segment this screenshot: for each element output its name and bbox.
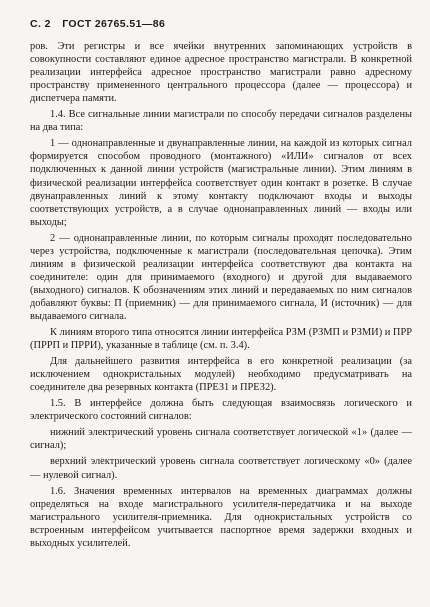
paragraph-reserve-contacts: Для дальнейшего развития интерфейса в его конкретной реализации (за исключением однокристальных модулей) необходимо предусматривать на соединителе два резервных контакта (ПРЕЗ1 и ПРЕЗ2). (30, 356, 412, 394)
paragraph-continuation: ров. Эти регистры и все ячейки внутренних запоминающих устройств в совокупности составляют единое адресное пространство магистрали. В конкретной реализации интерфейса адресное пространство магистрали равно адресному пространству примененного центрального процессора (далее — процессора) и диспетчера памяти. (30, 41, 412, 105)
paragraph-high-level: верхний электрический уровень сигнала соответствует логическому «0» (далее — нулевой сигнал). (30, 456, 412, 481)
paragraph-type-1: 1 — однонаправленные и двунаправленные линии, на каждой из которых сигнал формируется способом проводного (монтажного) «ИЛИ» сигналов от всех подключенных к данной линии устройств (магистральные линии). Этим линиям в физической реализации интерфейса соответствует один контакт в розетке. В случае двунаправленных линий к этому контакту подключают входы и выходы соответствующих устройств, а в случае однонаправленных линий — входы или выходы; (30, 138, 412, 228)
standard-number: ГОСТ 26765.51—86 (62, 18, 166, 30)
paragraph-1-4: 1.4. Все сигнальные линии магистрали по способу передачи сигналов разделены на два типа: (30, 109, 412, 134)
paragraph-1-6: 1.6. Значения временных интервалов на временных диаграммах должны определяться на входе магистрального усилителя-передатчика и на выходе магистрального усилителя-приемника. Для однокристальных устройств со встроенным интерфейсом учитывается паспортное время задержки входных и выходных усилителей. (30, 485, 412, 549)
paragraph-second-type-lines: К линиям второго типа относятся линии интерфейса РЗМ (РЗМП и РЗМИ) и ПРР (ПРРП и ПРРИ), указанные в таблице (см. п. 3.4). (30, 327, 412, 352)
paragraph-low-level: нижний электрический уровень сигнала соответствует логической «1» (далее — сигнал); (30, 427, 412, 452)
paragraph-type-2: 2 — однонаправленные линии, по которым сигналы проходят последовательно через устройства, подключенные к магистрали (последовательная цепочка). Этим линиям в физической реализации интерфейса соответствуют два контакта на соединителе: один для принимаемого (входного) и другой для выдаваемого (выходного) сигналов. К обозначениям этих линий и передаваемых по ним сигналов добавляют буквы: П (приемник) — для принимаемого сигнала, И (источник) — для выдаваемого сигнала. (30, 232, 412, 322)
page-number: С. 2 (30, 18, 51, 30)
document-page (30, 18, 412, 553)
page-header (30, 18, 412, 31)
paragraph-1-5: 1.5. В интерфейсе должна быть следующая взаимосвязь логического и электрического состояний сигналов: (30, 398, 412, 423)
